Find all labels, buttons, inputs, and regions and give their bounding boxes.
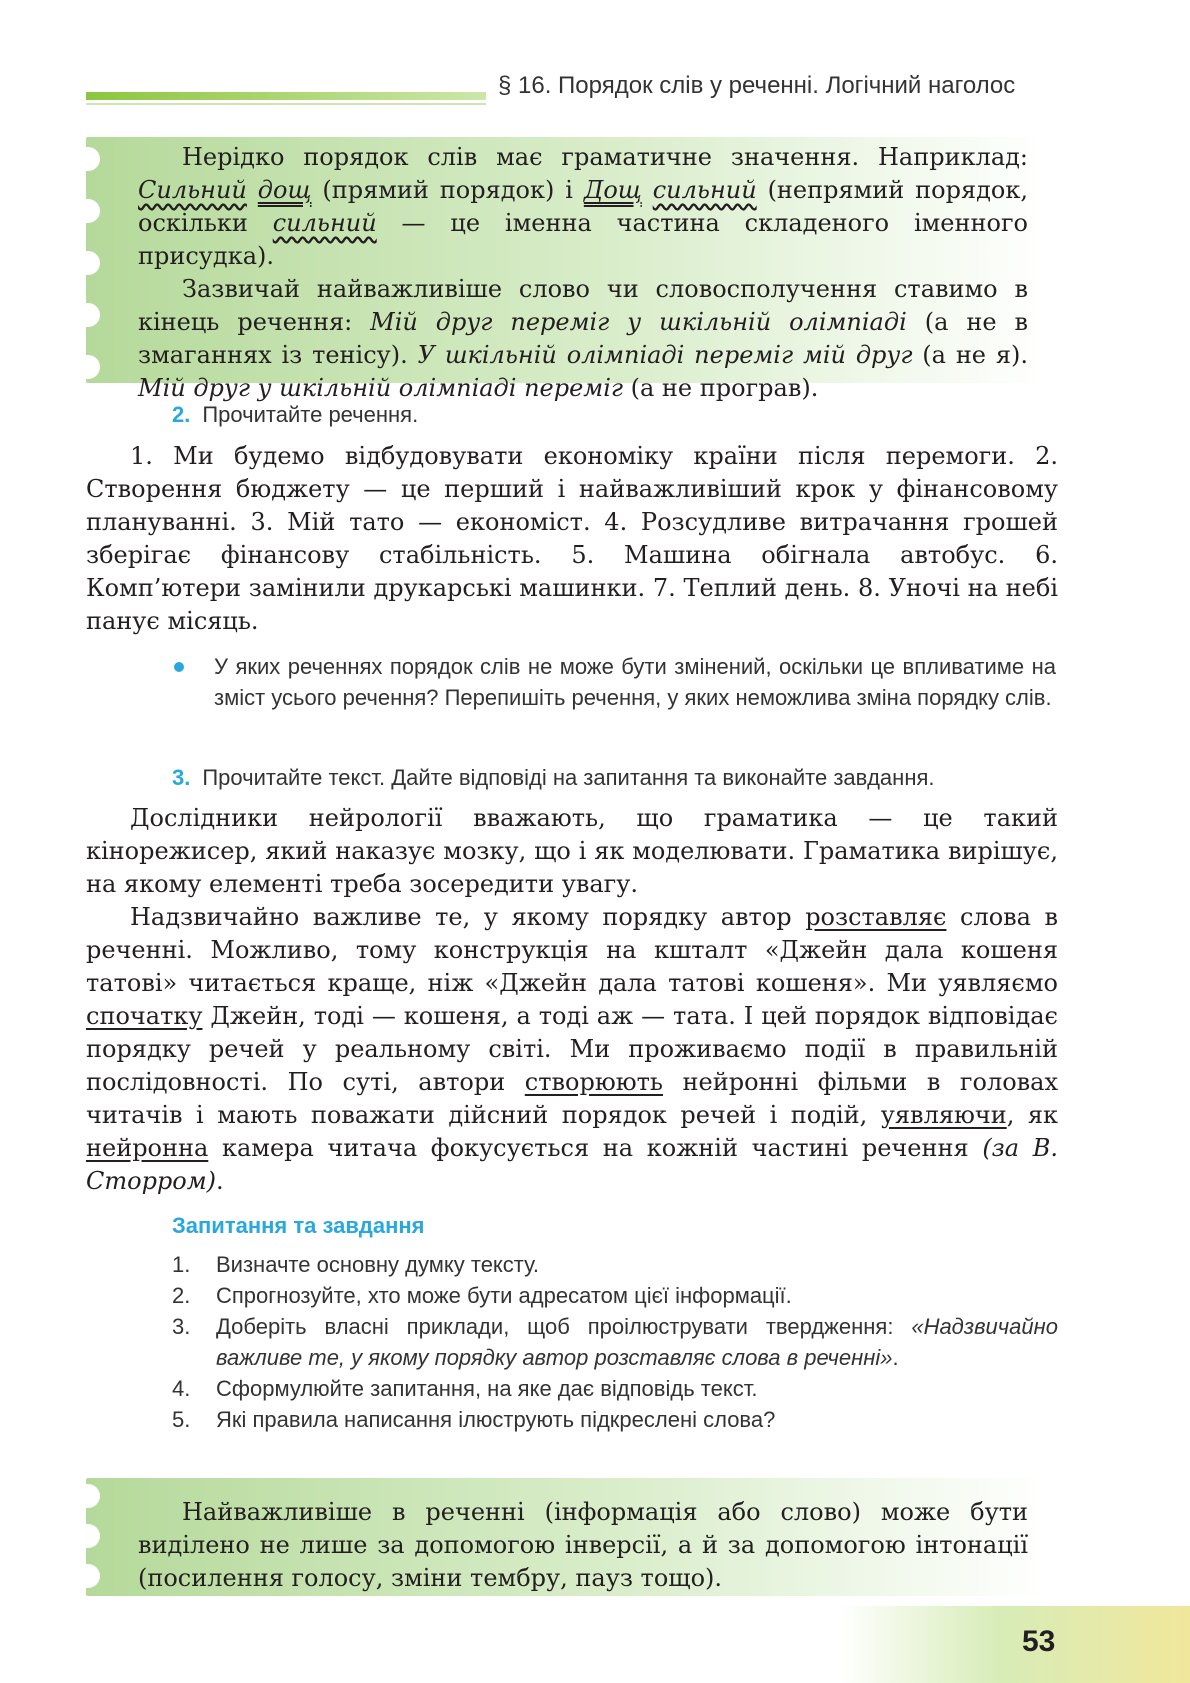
text-run: , як xyxy=(1006,1101,1058,1129)
box-notch xyxy=(80,1564,100,1588)
text-run xyxy=(642,176,653,204)
text-run: Доберіть власні приклади, щоб проілюструвати твердження: xyxy=(216,1314,912,1339)
rule-text xyxy=(138,1496,1028,1595)
rule-paragraph-2 xyxy=(138,273,1028,405)
list-item xyxy=(172,1280,1058,1311)
text-run: Надзвичайно важливе те, у якому порядку автор xyxy=(130,903,806,931)
questions-title: Запитання та завдання xyxy=(172,1213,425,1238)
list-item xyxy=(172,1311,1058,1373)
page-number: 53 xyxy=(1022,1625,1056,1658)
quote: «Надзвичайно важливе те, у якому порядку автор розставляє слова в реченні» xyxy=(216,1314,1058,1370)
section-title: § 16. Порядок слів у реченні. Логічний наголос xyxy=(498,72,1016,99)
text-run: . xyxy=(216,1167,224,1195)
task-3-heading xyxy=(172,765,935,791)
task-number: 3. xyxy=(172,765,191,790)
rule-text xyxy=(138,141,1028,405)
text-paragraph-1: Дослідники нейрології вважають, що граматика — це такий кінорежисер, який наказує мозку, що і як моделювати. Граматика вирішує, на якому елементі треба зосередити увагу. xyxy=(86,804,1058,898)
task-3-text xyxy=(86,802,1058,1198)
questions-list xyxy=(172,1249,1058,1435)
item-number: 2. xyxy=(172,1283,191,1308)
item-number: 3. xyxy=(172,1314,191,1339)
task-title: Прочитайте текст. Дайте відповіді на запитання та виконайте завдання. xyxy=(202,765,935,790)
item-number: 1. xyxy=(172,1252,191,1277)
text-run: Джейн, тоді — кошеня, а тоді аж — тата. І цей порядок відповідає порядку речей у реальному світі. Ми проживаємо події в правильній послідовності. По суті, автори xyxy=(86,1002,1058,1096)
header-rule xyxy=(86,92,486,100)
text-run: камера читача фокусується на кожній частині речення xyxy=(208,1134,983,1162)
rule-box-emphasis xyxy=(86,1478,1046,1596)
example-sentence: Мій друг у шкільній олімпіаді переміг xyxy=(138,374,623,402)
example-word-subject: дощ xyxy=(257,176,312,204)
box-notch xyxy=(80,355,100,379)
box-notch xyxy=(80,199,100,223)
example-word-predicate: сильний xyxy=(272,209,377,237)
text-run: . xyxy=(892,1345,899,1370)
item-text: Які правила написання ілюструють підкреслені слова? xyxy=(216,1407,776,1432)
text-run: (прямий порядок) і xyxy=(311,176,584,204)
item-text: Сформулюйте запитання, на яке дає відповідь текст. xyxy=(216,1376,758,1401)
underlined-word: уявляючи xyxy=(880,1101,1007,1129)
bullet-icon xyxy=(174,662,184,672)
underlined-word: розставляє xyxy=(805,903,947,931)
underlined-word: спочатку xyxy=(86,1002,203,1030)
example-word-predicate: сильний xyxy=(652,176,757,204)
list-item xyxy=(172,1249,1058,1280)
text-run: Нерідко порядок слів має граматичне значення. Наприклад: xyxy=(182,143,1028,171)
list-item xyxy=(172,1404,1058,1435)
example-sentence: Мій друг переміг у шкільній олімпіаді xyxy=(370,308,907,336)
rule-paragraph: Найважливіше в реченні (інформація або слово) може бути виділено не лише за допомогою інверсії, а й за допомогою інтонації (посилення голосу, зміни тембру, пауз тощо). xyxy=(138,1498,1028,1592)
task-2-sentences xyxy=(86,440,1058,638)
task-number: 2. xyxy=(172,402,191,427)
item-number: 4. xyxy=(172,1376,191,1401)
rule-paragraph-1 xyxy=(138,141,1028,273)
box-notch xyxy=(80,251,100,275)
item-text: Визначте основну думку тексту. xyxy=(216,1252,540,1277)
box-notch xyxy=(80,1484,100,1508)
example-word-predicate: Сильний xyxy=(138,176,247,204)
text-paragraph-2 xyxy=(86,901,1058,1198)
example-sentence: У шкільній олімпіаді переміг мій друг xyxy=(417,341,913,369)
source-citation: (за В. Сторром) xyxy=(86,1134,1059,1195)
text-run: Зазвичай найважливіше слово чи словосполучення ставимо в кінець речення: xyxy=(138,275,1028,336)
text-run xyxy=(247,176,258,204)
text-run: — це іменна частина складеного іменного присудка). xyxy=(138,209,1028,270)
box-notch xyxy=(80,147,100,171)
item-number: 5. xyxy=(172,1407,191,1432)
page-corner-decoration xyxy=(840,1606,1190,1683)
task-2-heading xyxy=(172,402,418,428)
rule-box-word-order xyxy=(86,137,1046,402)
header-rule-thin xyxy=(86,103,486,105)
list-item xyxy=(172,1373,1058,1404)
task-2-question: У яких реченнях порядок слів не може бути змінений, оскільки це впливатиме на зміст усього речення? Перепишіть речення, у яких неможлива зміна порядку слів. xyxy=(214,654,1056,710)
example-word-subject: Дощ xyxy=(583,176,642,204)
text-run: нейронні фільми в головах читачів і мають поважати дійсний порядок речей і подій, xyxy=(86,1068,1058,1129)
text-run: (а не програв). xyxy=(623,374,819,402)
text-run: (а не я). xyxy=(912,341,1028,369)
box-notch xyxy=(80,1524,100,1548)
box-notch xyxy=(80,303,100,327)
item-text: Спрогнозуйте, хто може бути адресатом цієї інформації. xyxy=(216,1283,792,1308)
sentences-text: 1. Ми будемо відбудовувати економіку країни після перемоги. 2. Створення бюджету — це перший і найважливіший крок у фінансовому плануванні. 3. Мій тато — економіст. 4. Розсудливе витрачання грошей зберігає фінансову стабільність. 5. Машина обігнала автобус. 6. Комп’ютери замінили друкарські машинки. 7. Теплий день. 8. Уночі на небі панує місяць. xyxy=(86,442,1058,635)
text-run: слова в реченні. Можливо, тому конструкція на кшталт «Джейн дала кошеня татові» читається краще, ніж «Джейн дала татові кошеня». Ми уявляємо xyxy=(86,903,1059,997)
text-run: (а не в змаганнях із тенісу). xyxy=(138,308,1028,369)
underlined-word: створюють xyxy=(524,1068,663,1096)
item-text xyxy=(216,1311,1058,1373)
text-run: (непрямий порядок, оскільки xyxy=(138,176,1028,237)
task-title: Прочитайте речення. xyxy=(202,402,419,427)
underlined-word: нейронна xyxy=(86,1134,209,1162)
